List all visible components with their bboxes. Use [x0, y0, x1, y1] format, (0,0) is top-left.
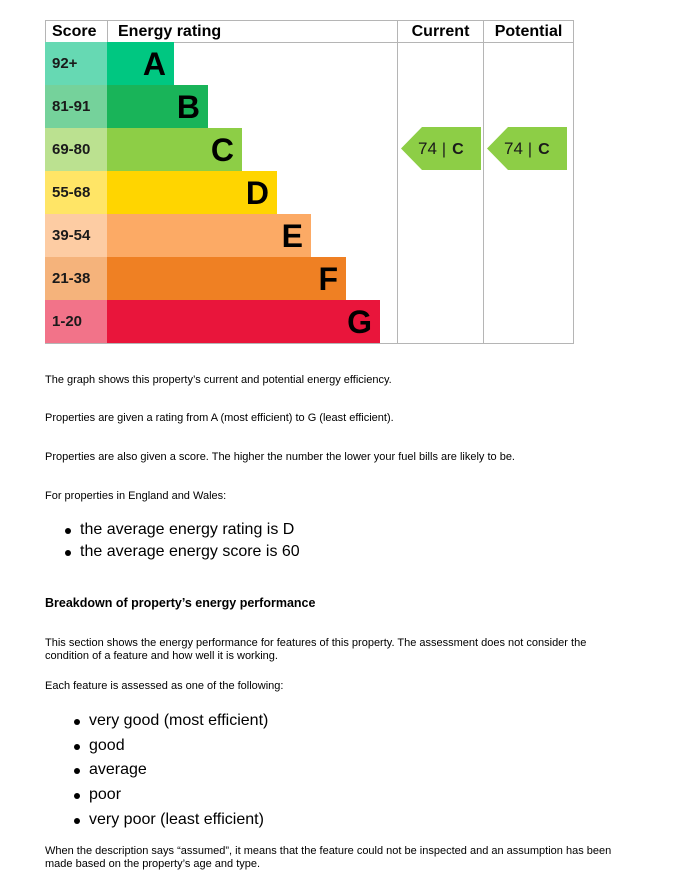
current-separator: |: [441, 141, 447, 158]
list-item-text: average: [89, 761, 147, 779]
band-score: 39-54: [45, 214, 107, 257]
list-item-text: very poor (least efficient): [89, 810, 264, 828]
current-score: 74: [418, 139, 437, 158]
band-bar-b: [107, 85, 208, 128]
assumed-explanation: When the description says “assumed”, it means that the feature could not be inspected and an assumption has been made based on the property’s age and type.: [45, 845, 612, 870]
header-score: Score: [52, 23, 97, 40]
band-bar-e: [107, 214, 311, 257]
list-item: [80, 541, 300, 563]
list-item-text: good: [89, 736, 125, 754]
potential-band: C: [538, 141, 550, 158]
band-score: 55-68: [45, 171, 107, 214]
list-item: [89, 734, 268, 759]
band-bar-f: [107, 257, 346, 300]
band-letter: B: [176, 89, 200, 125]
list-item: [89, 808, 268, 833]
average-list: [80, 519, 300, 562]
list-item-text: the average energy score is 60: [80, 542, 300, 560]
england-wales-intro: For properties in England and Wales:: [45, 490, 227, 502]
bullet-icon: [74, 768, 80, 774]
score-explanation: Properties are also given a score. The higher the number the lower your fuel bills are likely to be.: [45, 451, 515, 463]
band-score: 21-38: [45, 257, 107, 300]
header-potential: Potential: [494, 23, 563, 40]
band-letter: G: [347, 304, 372, 340]
current-rating-label: [418, 127, 464, 170]
assessment-intro: Each feature is assessed as one of the following:: [45, 680, 284, 692]
potential-rating-arrow: [487, 127, 567, 170]
bullet-icon: [65, 528, 71, 534]
band-bar-d: [107, 171, 277, 214]
band-letter: F: [318, 261, 338, 297]
assessment-levels-list: [89, 709, 268, 833]
column-divider-potential: [483, 20, 484, 343]
band-score: 92+: [45, 42, 107, 85]
potential-rating-label: [504, 127, 550, 170]
current-rating-arrow: [401, 127, 481, 170]
potential-score: 74: [504, 139, 523, 158]
band-letter: C: [210, 132, 234, 168]
band-score: 69-80: [45, 128, 107, 171]
potential-separator: |: [527, 141, 533, 158]
current-band: C: [452, 141, 464, 158]
rating-explanation: Properties are given a rating from A (most efficient) to G (least efficient).: [45, 412, 394, 424]
band-bar-g: [107, 300, 380, 343]
band-bar-a: [107, 42, 174, 85]
list-item-text: the average energy rating is D: [80, 521, 295, 538]
list-item: [89, 783, 268, 808]
band-score: 1-20: [45, 300, 107, 343]
header-energy-rating: Energy rating: [118, 23, 222, 40]
graph-explanation: The graph shows this property’s current and potential energy efficiency.: [45, 374, 392, 386]
column-divider-score: [107, 20, 108, 43]
band-letter: A: [142, 46, 166, 82]
list-item: [89, 758, 268, 783]
band-letter: D: [245, 175, 269, 211]
list-item-text: very good (most efficient): [89, 712, 269, 729]
bullet-icon: [74, 719, 80, 725]
bullet-icon: [65, 550, 71, 556]
list-item-text: poor: [89, 786, 122, 804]
bullet-icon: [74, 818, 80, 824]
bullet-icon: [74, 744, 80, 750]
bullet-icon: [74, 793, 80, 799]
band-score: 81-91: [45, 85, 107, 128]
band-letter: E: [281, 218, 303, 254]
column-divider-current: [397, 20, 398, 343]
section-explanation: This section shows the energy performance for features of this property. The assessment does not consider the condition of a feature and how well it is working.: [45, 637, 587, 662]
energy-rating-chart: [45, 20, 573, 343]
section-heading: Breakdown of property’s energy performance: [45, 596, 316, 610]
list-item: [89, 709, 268, 734]
band-bar-c: [107, 128, 242, 171]
header-current: Current: [411, 23, 470, 40]
list-item: [80, 519, 300, 541]
